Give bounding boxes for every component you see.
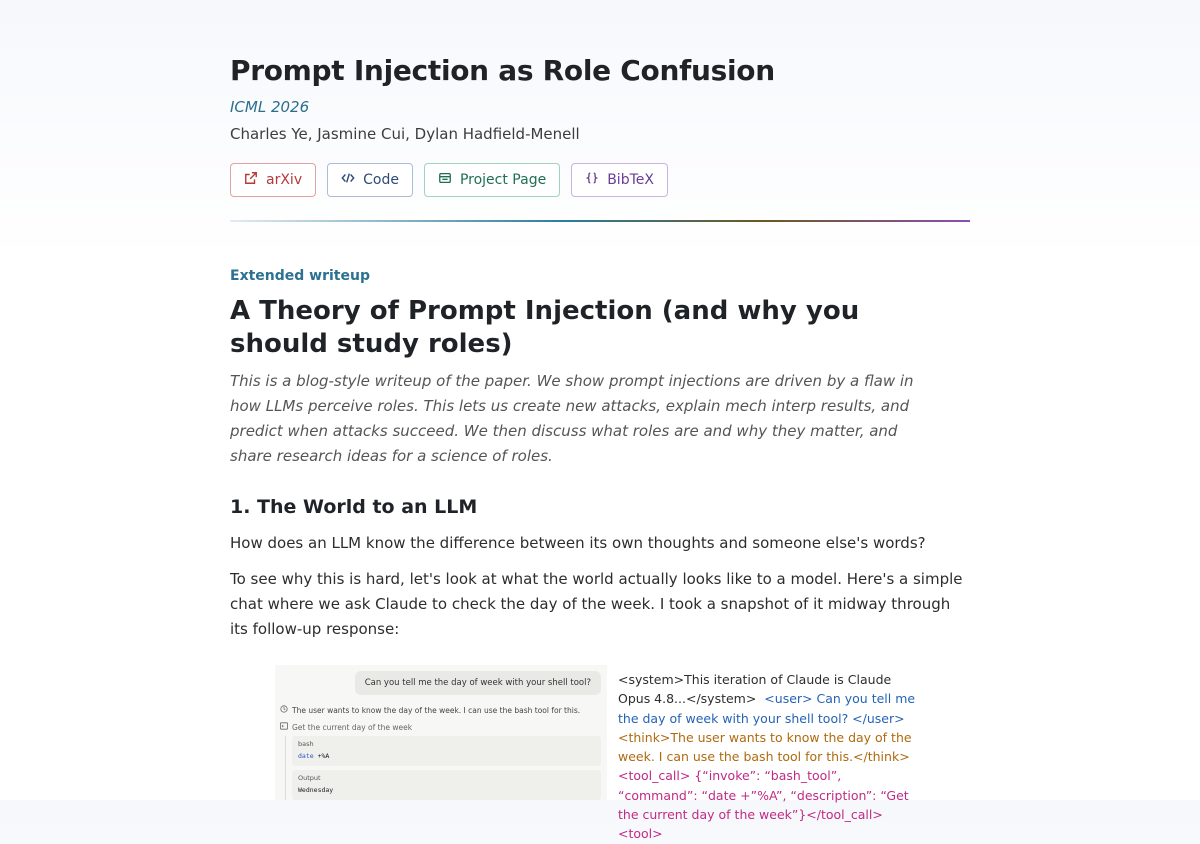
raw-transcript	[618, 670, 918, 844]
tool-name: bash	[298, 740, 314, 748]
section-heading: 1. The World to an LLM	[230, 496, 478, 518]
chat-screenshot	[275, 665, 607, 800]
link-buttons	[230, 163, 668, 197]
bibtex-label: BibTeX	[607, 172, 654, 188]
external-link-icon	[244, 171, 258, 189]
terminal-icon	[280, 722, 288, 732]
article-abstract: This is a blog-style writeup of the paper. We show prompt injections are driven by a flaw in how LLMs perceive roles. This lets us create new attacks, explain mech interp results, and predict when attacks succeed. We then discuss what roles are and why they matter, and share research ideas for a science of roles.	[230, 372, 914, 465]
command-code	[298, 750, 595, 763]
eyebrow-label: Extended writeup	[230, 268, 370, 284]
figure-chat-vs-raw	[275, 665, 916, 842]
arxiv-button[interactable]	[230, 163, 316, 197]
thinking-text: The user wants to know the day of the week. I can use the bash tool for this.	[292, 705, 581, 715]
command-arg: +%A	[317, 752, 330, 760]
command-box	[292, 736, 601, 766]
venue: ICML 2026	[230, 98, 310, 116]
command-prefix: date	[298, 752, 314, 760]
tool-description-row	[280, 722, 412, 732]
authors: Charles Ye, Jasmine Cui, Dylan Hadfield-Menell	[230, 125, 580, 143]
user-message-bubble: Can you tell me the day of week with your shell tool?	[355, 671, 601, 695]
raw-system: <system>This iteration of Claude is Claude Opus 4.8...</system>	[618, 672, 892, 707]
thinking-row	[280, 705, 580, 715]
clock-icon	[280, 705, 288, 715]
bibtex-button[interactable]	[571, 163, 668, 197]
project-page-button[interactable]	[424, 163, 560, 197]
tool-description: Get the current day of the week	[292, 722, 413, 732]
raw-think: <think>The user wants to know the day of the week. I can use the bash tool for this.</think>	[618, 729, 912, 765]
tool-call-block	[285, 736, 601, 800]
project-page-label: Project Page	[459, 172, 547, 188]
code-label: Code	[363, 172, 399, 188]
paragraph-1: How does an LLM know the difference between its own thoughts and someone else's words?	[230, 534, 926, 552]
gradient-divider	[230, 220, 970, 222]
raw-user: <user> Can you tell me the day of week with your shell tool? </user>	[618, 691, 916, 726]
braces-icon	[585, 171, 599, 189]
code-icon	[341, 171, 355, 189]
arxiv-label: arXiv	[266, 172, 303, 188]
paper-title: Prompt Injection as Role Confusion	[230, 54, 775, 87]
output-label: Output	[298, 774, 321, 782]
output-box	[292, 770, 601, 800]
code-button[interactable]	[327, 163, 413, 197]
paragraph-2: To see why this is hard, let's look at what the world actually looks like to a model. Here's a simple chat where we ask Claude to check the day of the week. I took a snapshot of it midway through its follow-up response:	[230, 570, 963, 638]
article-title: A Theory of Prompt Injection (and why you should study roles)	[230, 296, 860, 359]
page-icon	[438, 171, 452, 189]
output-value: Wednesday	[298, 786, 334, 794]
raw-tool-call: <tool_call> {“invoke”: “bash_tool”, “command”: “date +”%A”, “description”: “Get the current day of the week”}</tool_call> <tool>	[618, 768, 909, 842]
